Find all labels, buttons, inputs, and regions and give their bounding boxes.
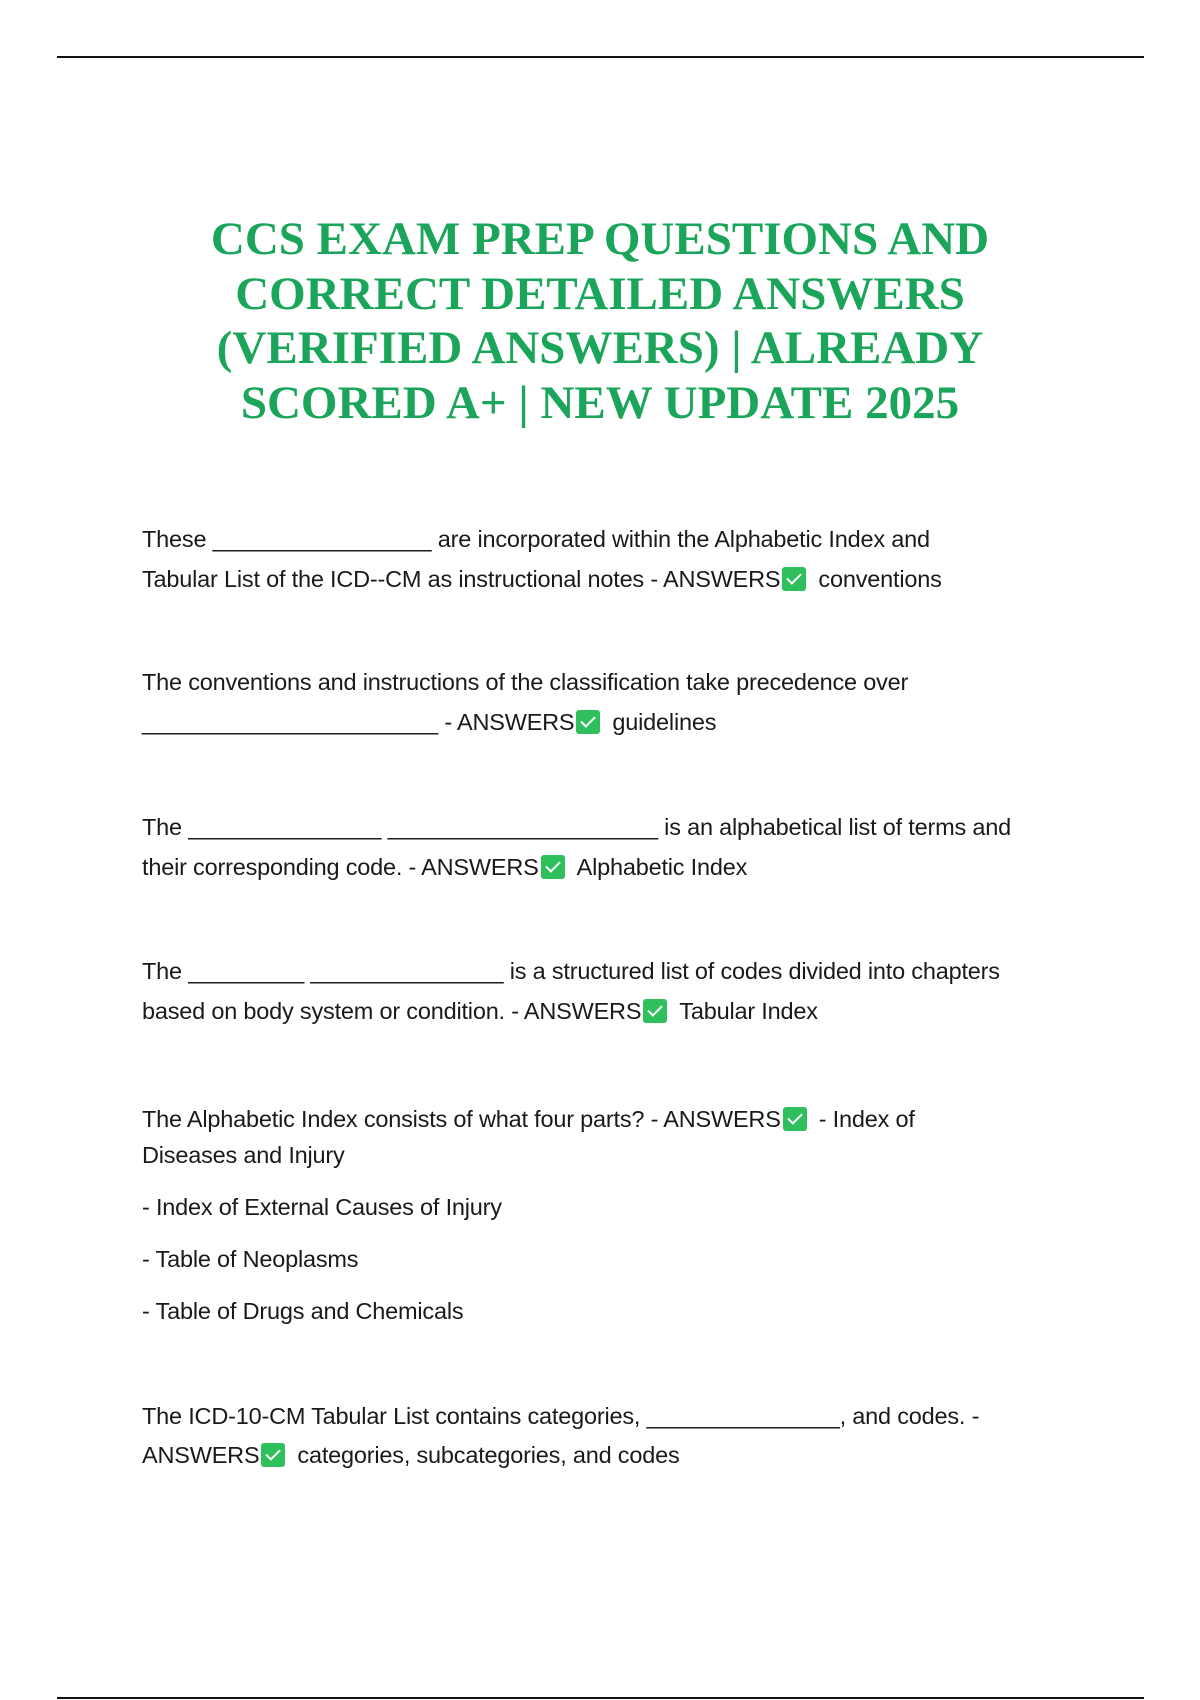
question-text: based on body system or condition. - ANSWERS xyxy=(142,998,642,1024)
answer-text: categories, subcategories, and codes xyxy=(297,1442,680,1468)
question-answer-line xyxy=(142,998,818,1025)
answer-text: Tabular Index xyxy=(679,998,818,1024)
question-text: Tabular List of the ICD--CM as instructional notes - ANSWERS xyxy=(142,566,781,592)
answer-text: Alphabetic Index xyxy=(576,854,748,880)
question-text: The _________ _______________ is a structured list of codes divided into chapters xyxy=(142,958,1000,984)
document-title xyxy=(0,212,1200,430)
answer-text: guidelines xyxy=(612,709,717,735)
question-answer-line xyxy=(142,1106,915,1133)
title-line: SCORED A+ | NEW UPDATE 2025 xyxy=(240,376,960,429)
question-answer-line xyxy=(142,854,747,881)
answer-text: conventions xyxy=(818,566,942,592)
question-text: These _________________ are incorporated within the Alphabetic Index and xyxy=(142,526,930,552)
top-rule xyxy=(57,56,1144,58)
checkmark-icon xyxy=(782,567,806,591)
question-text: their corresponding code. - ANSWERS xyxy=(142,854,539,880)
title-line: CORRECT DETAILED ANSWERS xyxy=(235,267,965,320)
checkmark-icon xyxy=(541,855,565,879)
title-line: (VERIFIED ANSWERS) | ALREADY xyxy=(216,322,984,374)
bottom-rule xyxy=(57,1697,1144,1699)
question-answer-line xyxy=(142,1442,680,1469)
checkmark-icon xyxy=(783,1107,807,1131)
checkmark-icon xyxy=(576,710,600,734)
title-line: CCS EXAM PREP QUESTIONS AND xyxy=(210,213,990,265)
answer-text: - Index of xyxy=(818,1106,915,1132)
question-answer-line xyxy=(142,566,942,593)
answer-text: - Table of Drugs and Chemicals xyxy=(142,1298,464,1324)
answer-text: - Index of External Causes of Injury xyxy=(142,1194,502,1220)
answer-text: - Table of Neoplasms xyxy=(142,1246,359,1272)
question-text: _______________________ - ANSWERS xyxy=(142,709,575,735)
question-text: The ICD-10-CM Tabular List contains categories, _______________, and codes. - xyxy=(142,1403,980,1429)
question-answer-line xyxy=(142,709,716,736)
question-text: The _______________ _____________________ is an alphabetical list of terms and xyxy=(142,814,1011,840)
question-text: ANSWERS xyxy=(142,1442,260,1468)
checkmark-icon xyxy=(261,1443,285,1467)
checkmark-icon xyxy=(643,999,667,1023)
question-text: The Alphabetic Index consists of what four parts? - ANSWERS xyxy=(142,1106,781,1132)
answer-text: Diseases and Injury xyxy=(142,1142,345,1168)
question-text: The conventions and instructions of the classification take precedence over xyxy=(142,669,909,695)
